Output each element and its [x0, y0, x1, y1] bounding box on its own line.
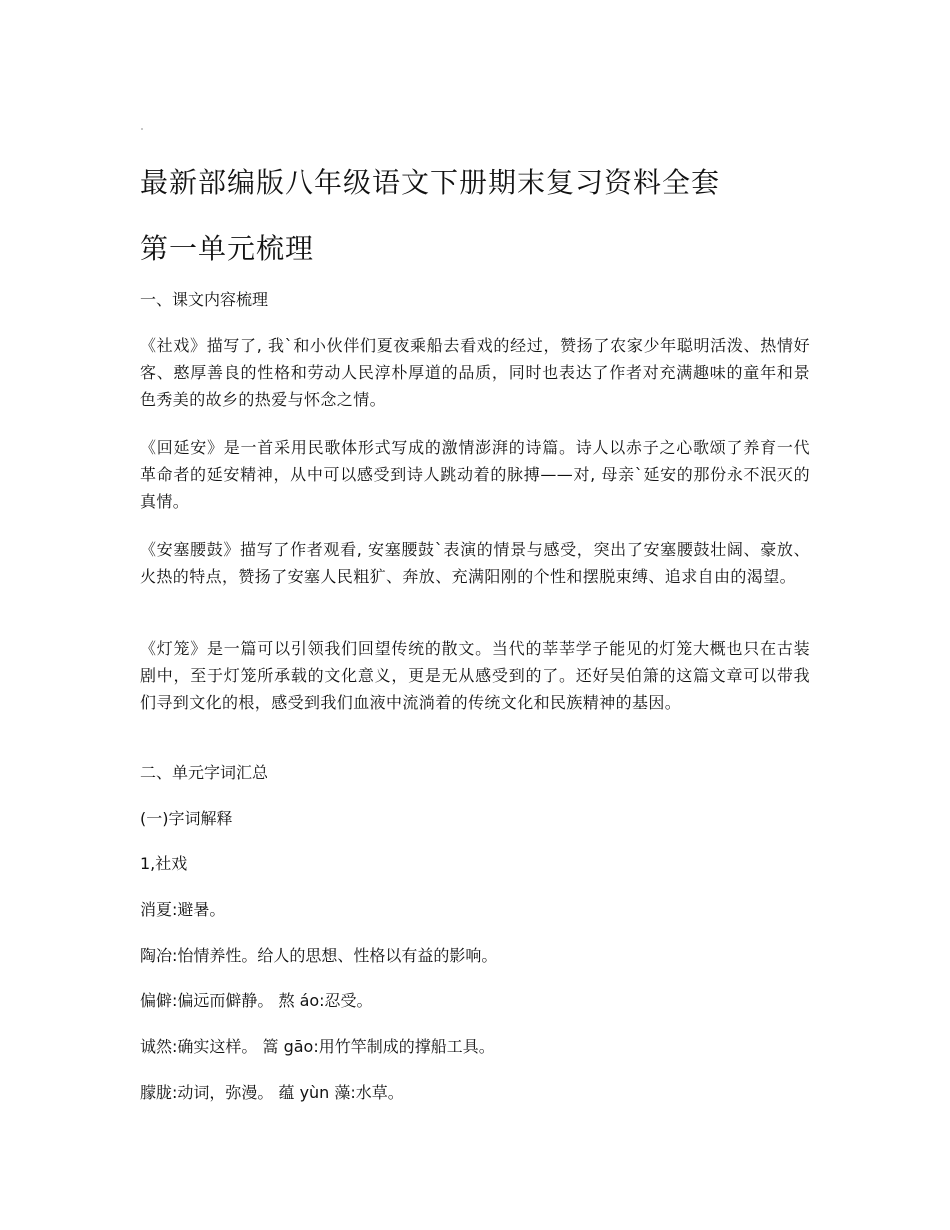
- paragraph-ansai-yaogu: 《安塞腰鼓》描写了作者观看, 安塞腰鼓`表演的情景与感受，突出了安塞腰鼓壮阔、豪放、火热的特点，赞扬了安塞人民粗犷、奔放、充满阳刚的个性和摆脱束缚、追求自由的渴望。: [140, 540, 810, 586]
- section-heading-content: 一、课文内容梳理: [140, 290, 269, 309]
- vocab-entry: 偏僻:偏远而僻静。 熬 áo:忍受。: [140, 991, 373, 1010]
- vocab-entry: 诚然:确实这样。 篙 gāo:用竹竿制成的撑船工具。: [140, 1037, 495, 1056]
- subheading-word-explanation: (一)字词解释: [140, 809, 233, 828]
- document-title: 最新部编版八年级语文下册期末复习资料全套: [140, 166, 721, 199]
- section-heading-vocabulary: 二、单元字词汇总: [140, 763, 269, 782]
- unit-title: 第一单元梳理: [140, 232, 315, 265]
- page-dot-mark: [141, 128, 143, 130]
- vocab-entry: 陶冶:怡情养性。给人的思想、性格以有益的影响。: [140, 946, 498, 965]
- lesson-label: 1,社戏: [140, 854, 188, 873]
- vocab-entry: 朦胧:动词，弥漫。 蕴 yùn 藻:水草。: [140, 1083, 404, 1102]
- paragraph-denglong: 《灯笼》是一篇可以引领我们回望传统的散文。当代的莘莘学子能见的灯笼大概也只在古装剧中，至于灯笼所承载的文化意义，更是无从感受到的了。还好吴伯箫的这篇文章可以带我们寻到文化的根，感受到我们血液中流淌着的传统文化和民族精神的基因。: [140, 639, 810, 712]
- paragraph-shexi: 《社戏》描写了, 我`和小伙伴们夏夜乘船去看戏的经过，赞扬了农家少年聪明活泼、热情好客、憨厚善良的性格和劳动人民淳朴厚道的品质，同时也表达了作者对充满趣味的童年和景色秀美的故乡的热爱与怀念之情。: [140, 336, 810, 409]
- vocab-entry: 消夏:避暑。: [140, 900, 226, 919]
- paragraph-hui-yanan: 《回延安》是一首采用民歌体形式写成的激情澎湃的诗篇。诗人以赤子之心歌颂了养育一代革命者的延安精神，从中可以感受到诗人跳动着的脉搏——对, 母亲`延安的那份永不泯灭的真情。: [140, 438, 810, 511]
